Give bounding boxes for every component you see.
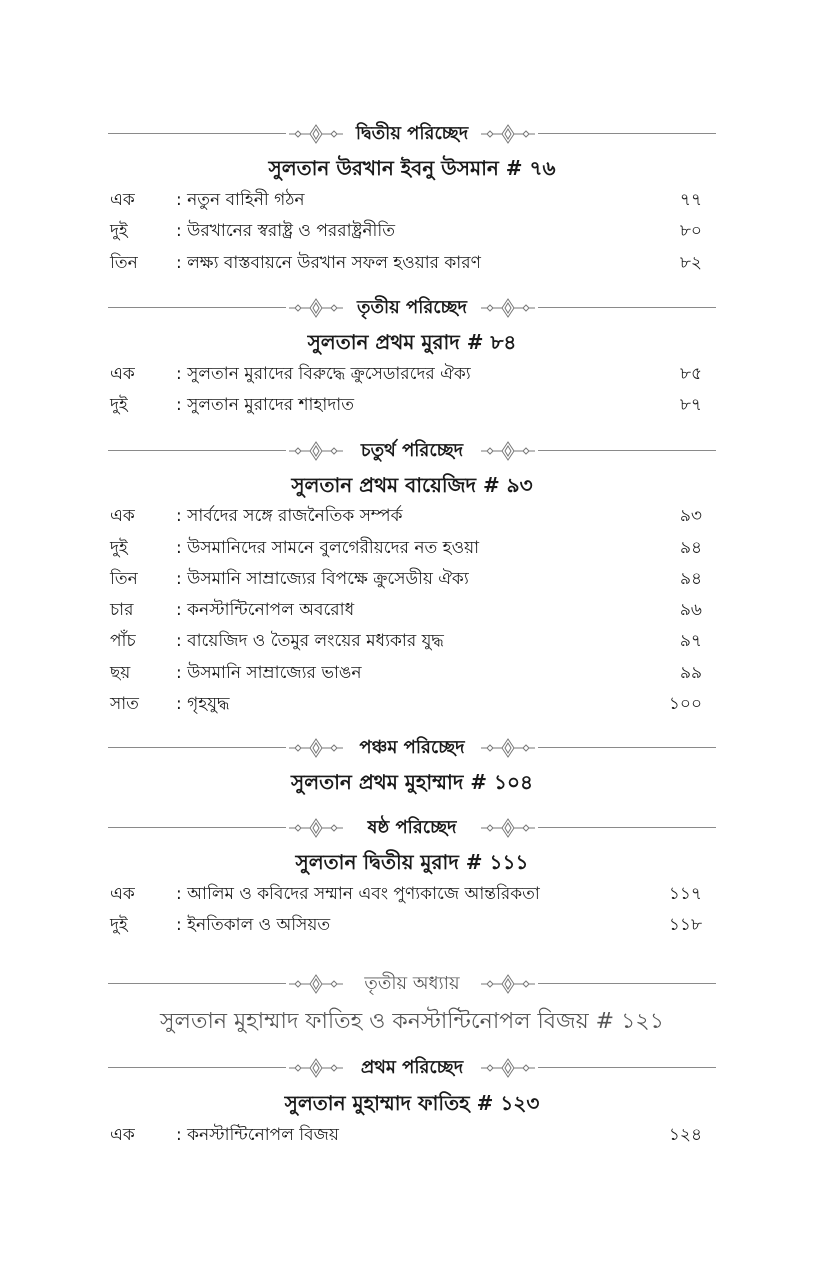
chapter-label: প্রথম পরিচ্ছেদ	[360, 1057, 464, 1078]
entry-page: ৮৫	[679, 364, 702, 384]
divider-rule	[538, 133, 716, 134]
divider-rule	[538, 983, 716, 984]
chapter-divider	[108, 439, 716, 463]
chapter-divider	[108, 816, 716, 840]
entry-title: : ইনতিকাল ও অসিয়ত	[176, 915, 331, 935]
ornament-left-icon	[286, 973, 346, 995]
ornament-right-icon	[478, 1057, 538, 1079]
ornament-left-icon	[286, 817, 346, 839]
entry-title: : উসমানিদের সামনে বুলগেরীয়দের নত হওয়া	[176, 538, 480, 558]
entry-number: পাঁচ	[110, 631, 136, 651]
ornament-right-icon	[478, 737, 538, 759]
toc-entry[interactable]	[108, 392, 708, 418]
entry-title: : সুলতান মুরাদের শাহাদাত	[176, 395, 354, 415]
ornament-right-icon	[478, 817, 538, 839]
section-title: সুলতান প্রথম মুহাম্মাদ # ১০৪	[291, 770, 533, 794]
ornament-left-icon	[286, 123, 346, 145]
part-title: সুলতান মুহাম্মাদ ফাতিহ ও কনস্টান্টিনোপল বিজয় # ১২১	[160, 1009, 664, 1034]
toc-entry[interactable]	[108, 187, 708, 213]
toc-entry[interactable]	[108, 361, 708, 387]
entry-page: ৮০	[679, 221, 702, 241]
entry-number: দুই	[110, 221, 128, 241]
entry-page: ৯৬	[679, 600, 702, 620]
ornament-left-icon	[286, 737, 346, 759]
section-title: সুলতান প্রথম বায়েজিদ # ৯৩	[291, 473, 533, 497]
entry-page: ১১৭	[668, 884, 702, 904]
toc-entry[interactable]	[108, 503, 708, 529]
divider-rule	[538, 450, 716, 451]
ornament-right-icon	[478, 440, 538, 462]
entry-page: ৯৩	[679, 506, 702, 526]
divider-rule	[108, 450, 286, 451]
divider-rule	[108, 747, 286, 748]
toc-entry[interactable]	[108, 566, 708, 592]
entry-number: এক	[110, 1125, 135, 1145]
entry-number: ছয়	[110, 663, 131, 683]
entry-page: ৯৯	[679, 663, 702, 683]
entry-number: দুই	[110, 915, 128, 935]
chapter-label: তৃতীয় পরিচ্ছেদ	[356, 297, 468, 318]
section-title: সুলতান প্রথম মুরাদ # ৮৪	[307, 330, 517, 354]
section-title: সুলতান মুহাম্মাদ ফাতিহ # ১২৩	[284, 1091, 540, 1115]
toc-entry[interactable]	[108, 912, 708, 938]
toc-entry[interactable]	[108, 881, 708, 907]
entry-page: ১১৮	[668, 915, 702, 935]
entry-number: দুই	[110, 395, 128, 415]
ornament-left-icon	[286, 440, 346, 462]
entry-title: : সুলতান মুরাদের বিরুদ্ধে ক্রুসেডারদের ঐক্য	[176, 364, 471, 384]
chapter-divider	[108, 1056, 716, 1080]
ornament-right-icon	[478, 973, 538, 995]
entry-number: তিন	[110, 253, 138, 273]
chapter-divider	[108, 296, 716, 320]
ornament-left-icon	[286, 1057, 346, 1079]
chapter-label: চতুর্থ পরিচ্ছেদ	[360, 440, 464, 461]
entry-title: : বায়েজিদ ও তৈমুর লংয়ের মধ্যকার যুদ্ধ	[176, 631, 444, 651]
entry-number: এক	[110, 506, 135, 526]
entry-title: : আলিম ও কবিদের সম্মান এবং পুণ্যকাজে আন্তরিকতা	[176, 884, 540, 904]
part-divider	[108, 972, 716, 996]
entry-title: : উসমানি সাম্রাজ্যের বিপক্ষে ক্রুসেডীয় ঐক্য	[176, 569, 469, 589]
divider-rule	[538, 827, 716, 828]
section-title: সুলতান উরখান ইবনু উসমান # ৭৬	[268, 156, 556, 180]
entry-title: : উরখানের স্বরাষ্ট্র ও পররাষ্ট্রনীতি	[176, 221, 395, 241]
entry-page: ৭৭	[679, 190, 702, 210]
entry-number: দুই	[110, 538, 128, 558]
entry-number: তিন	[110, 569, 138, 589]
entry-number: সাত	[110, 694, 139, 714]
toc-entry[interactable]	[108, 660, 708, 686]
divider-rule	[108, 983, 286, 984]
divider-rule	[538, 1067, 716, 1068]
entry-title: : লক্ষ্য বাস্তবায়নে উরখান সফল হওয়ার কারণ	[176, 253, 481, 273]
entry-title: : কনস্টান্টিনোপল অবরোধ	[176, 600, 355, 620]
divider-rule	[538, 747, 716, 748]
toc-entry[interactable]	[108, 1122, 708, 1148]
toc-entry[interactable]	[108, 628, 708, 654]
chapter-label: পঞ্চম পরিচ্ছেদ	[359, 737, 465, 758]
entry-page: ৮৭	[679, 395, 702, 415]
entry-page: ১২৪	[668, 1125, 702, 1145]
toc-entry[interactable]	[108, 250, 708, 276]
entry-number: এক	[110, 884, 135, 904]
entry-title: : কনস্টান্টিনোপল বিজয়	[176, 1125, 339, 1145]
divider-rule	[108, 827, 286, 828]
entry-page: ৮২	[679, 253, 702, 273]
toc-entry[interactable]	[108, 535, 708, 561]
divider-rule	[538, 307, 716, 308]
entry-title: : গৃহযুদ্ধ	[176, 694, 230, 714]
chapter-divider	[108, 736, 716, 760]
divider-rule	[108, 133, 286, 134]
entry-number: এক	[110, 364, 135, 384]
toc-entry[interactable]	[108, 218, 708, 244]
entry-page: ৯৪	[679, 538, 702, 558]
entry-page: ৯৭	[679, 631, 702, 651]
toc-entry[interactable]	[108, 691, 708, 717]
divider-rule	[108, 1067, 286, 1068]
ornament-right-icon	[478, 123, 538, 145]
divider-rule	[108, 307, 286, 308]
entry-page: ৯৪	[679, 569, 702, 589]
entry-number: এক	[110, 190, 135, 210]
section-title: সুলতান দ্বিতীয় মুরাদ # ১১১	[295, 850, 529, 874]
part-label: তৃতীয় অধ্যায়	[364, 973, 460, 994]
chapter-divider	[108, 122, 716, 146]
chapter-label: ষষ্ঠ পরিচ্ছেদ	[367, 817, 457, 838]
entry-title: : নতুন বাহিনী গঠন	[176, 190, 305, 210]
entry-number: চার	[110, 600, 134, 620]
entry-title: : উসমানি সাম্রাজ্যের ভাঙন	[176, 663, 362, 683]
entry-page: ১০০	[668, 694, 702, 714]
ornament-left-icon	[286, 297, 346, 319]
toc-entry[interactable]	[108, 597, 708, 623]
entry-title: : সার্বদের সঙ্গে রাজনৈতিক সম্পর্ক	[176, 506, 403, 526]
ornament-right-icon	[478, 297, 538, 319]
chapter-label: দ্বিতীয় পরিচ্ছেদ	[355, 123, 469, 144]
